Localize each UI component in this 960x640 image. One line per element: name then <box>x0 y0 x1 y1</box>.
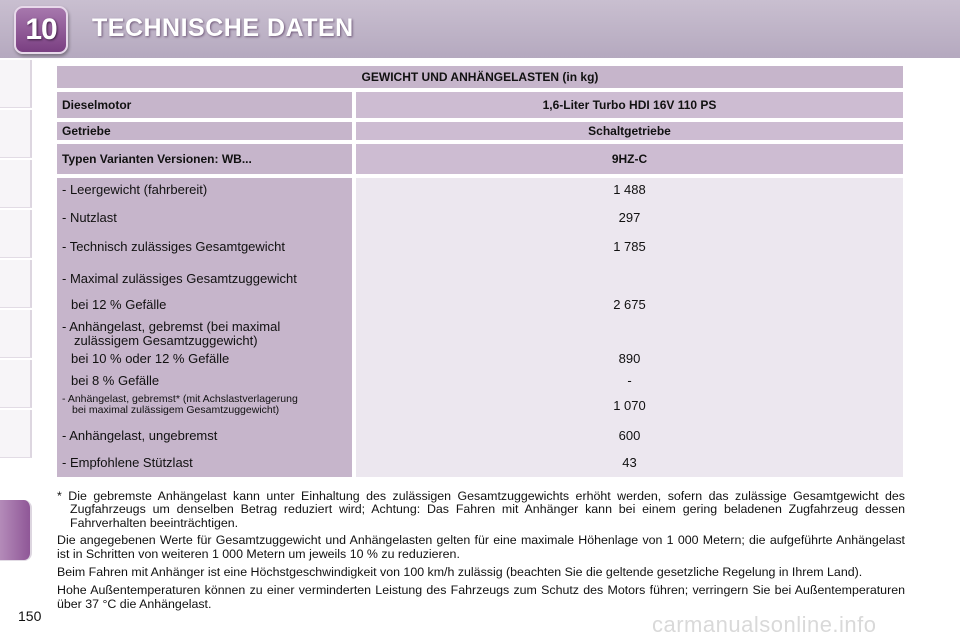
chapter-badge: 10 <box>14 6 68 54</box>
page-header <box>0 0 960 58</box>
row-label: - Anhängelast, ungebremst <box>62 428 218 443</box>
gearbox-value: Schaltgetriebe <box>356 122 903 140</box>
row-label: - Nutzlast <box>62 210 117 225</box>
chapter-tab[interactable] <box>0 360 32 408</box>
row-label: - Maximal zulässiges Gesamtzuggewicht <box>62 271 297 286</box>
note-paragraph: Beim Fahren mit Anhänger ist eine Höchstgeschwindigkeit von 100 km/h zulässig (beachten Sie die geltende gesetzliche Regelung in Ihrem Land). <box>57 565 863 580</box>
page-number: 150 <box>18 608 42 624</box>
row-label-cont: zulässigem Gesamtzuggewicht) <box>74 333 258 348</box>
weights-labels <box>57 178 352 477</box>
footnote: * Die gebremste Anhängelast kann unter Einhaltung des zulässigen Gesamtzuggewichts erhöht werden, sofern das zulässige Gesamtgewicht des Zugfahrzeugs um denselben Betrag reduziert wird; Achtung: Das Fahren mit Anhänger kann bei einem gering beladenen Zugfahrzeug dessen Fahrverhalten beeinträchtigen. <box>57 489 905 530</box>
row-value: 890 <box>618 351 641 366</box>
row-value: 1 488 <box>613 182 646 197</box>
gearbox-label: Getriebe <box>57 122 352 140</box>
chapter-tabs <box>0 60 34 580</box>
chapter-tab[interactable] <box>0 60 32 108</box>
weights-table <box>57 62 903 481</box>
row-label: - Empfohlene Stützlast <box>62 455 193 470</box>
engine-value: 1,6-Liter Turbo HDI 16V 110 PS <box>356 92 903 118</box>
note-paragraph: Hohe Außentemperaturen können zu einer verminderten Leistung des Fahrzeugs zum Schutz des Motors führen; verringern Sie bei Außentemperaturen über 37 °C die Anhängelast. <box>57 583 905 611</box>
row-value: 43 <box>622 455 637 470</box>
row-value <box>361 319 898 351</box>
chapter-tab-active[interactable] <box>0 500 32 561</box>
row-label: - Technisch zulässiges Gesamtgewicht <box>62 239 286 254</box>
chapter-tab[interactable] <box>0 310 32 358</box>
row-label: bei 8 % Gefälle <box>71 373 160 388</box>
watermark: carmanualsonline.info <box>652 612 877 637</box>
row-label: bei 12 % Gefälle <box>71 297 167 312</box>
note-paragraph: Die angegebenen Werte für Gesamtzuggewicht und Anhängelasten gelten für eine maximale Höhenlage von 1 000 Metern; die aufgeführte Anhängelast ist in Schritten von weiteren 1 000 Metern um jeweils 10 % zu reduzieren. <box>57 533 905 561</box>
weights-table-section <box>57 62 903 481</box>
chapter-tab[interactable] <box>0 160 32 208</box>
row-label-cont: bei maximal zulässigem Gesamtzuggewicht) <box>72 404 280 416</box>
row-label: - Leergewicht (fahrbereit) <box>62 182 208 197</box>
chapter-tab[interactable] <box>0 110 32 158</box>
weights-values <box>356 178 903 477</box>
page-title: TECHNISCHE DATEN <box>92 14 354 42</box>
chapter-tab[interactable] <box>0 210 32 258</box>
chapter-tab[interactable] <box>0 410 32 458</box>
row-value: 1 070 <box>613 398 646 413</box>
row-value <box>361 271 898 297</box>
row-label: - Anhängelast, gebremst (bei maximal <box>62 319 281 334</box>
chapter-tab[interactable] <box>0 260 32 308</box>
row-label: bei 10 % oder 12 % Gefälle <box>71 351 230 366</box>
row-value: - <box>627 373 632 388</box>
table-title: GEWICHT UND ANHÄNGELASTEN (in kg) <box>57 66 903 88</box>
engine-label: Dieselmotor <box>57 92 352 118</box>
types-value: 9HZ-C <box>356 144 903 174</box>
row-value: 2 675 <box>613 297 646 312</box>
row-value: 1 785 <box>613 239 646 254</box>
notes-section <box>57 490 905 616</box>
types-label: Typen Varianten Versionen: WB... <box>57 144 352 174</box>
row-label: - Anhängelast, gebremst* (mit Achslastverlagerung <box>62 393 298 405</box>
row-value: 600 <box>618 428 641 443</box>
row-value: 297 <box>618 210 641 225</box>
